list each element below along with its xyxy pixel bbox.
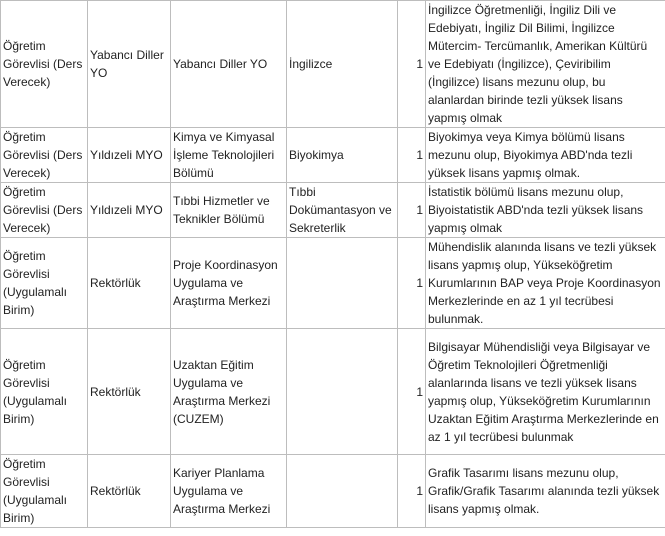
table-row — [1, 183, 665, 238]
department-cell: Kimya ve Kimyasal İşleme Teknolojileri Bölümü — [171, 128, 287, 183]
unit-cell: Yıldızeli MYO — [88, 128, 171, 183]
table-row — [1, 128, 665, 183]
requirement-cell: Grafik Tasarımı lisans mezunu olup, Grafik/Grafik Tasarımı alanında tezli yüksek lisans yapmış olmak. — [426, 455, 665, 528]
requirement-cell: Biyokimya veya Kimya bölümü lisans mezunu olup, Biyokimya ABD'nda tezli yüksek lisans yapmış olmak. — [426, 128, 665, 183]
field-cell — [287, 329, 398, 455]
department-cell: Yabancı Diller YO — [171, 1, 287, 128]
position-cell: Öğretim Görevlisi (Ders Verecek) — [1, 183, 88, 238]
position-cell: Öğretim Görevlisi (Ders Verecek) — [1, 128, 88, 183]
requirement-cell: İngilizce Öğretmenliği, İngiliz Dili ve Edebiyatı, İngiliz Dil Bilimi, İngilizce Mütercim- Tercümanlık, Amerikan Kültürü ve Edebiyatı (İngilizce), Çeviribilim (İngilizce) lisans mezunu olup, bu alanlardan birinde tezli yüksek lisans yapmış olmak — [426, 1, 665, 128]
position-cell: Öğretim Görevlisi (Ders Verecek) — [1, 1, 88, 128]
count-cell: 1 — [398, 183, 426, 238]
department-cell: Uzaktan Eğitim Uygulama ve Araştırma Merkezi (CUZEM) — [171, 329, 287, 455]
count-cell: 1 — [398, 455, 426, 528]
count-cell: 1 — [398, 1, 426, 128]
position-cell: Öğretim Görevlisi (Uygulamalı Birim) — [1, 329, 88, 455]
unit-cell: Rektörlük — [88, 238, 171, 329]
table-row — [1, 238, 665, 329]
field-cell — [287, 238, 398, 329]
count-cell: 1 — [398, 329, 426, 455]
requirement-cell: Bilgisayar Mühendisliği veya Bilgisayar ve Öğretim Teknolojileri Öğretmenliği alanlarında lisans ve tezli yüksek lisans yapmış olup, Yükseköğretim Kurumlarının Uzaktan Eğitim Araştırma Merkezlerinde en az 1 yıl tecrübesi bulunmak — [426, 329, 665, 455]
unit-cell: Yıldızeli MYO — [88, 183, 171, 238]
position-cell: Öğretim Görevlisi (Uygulamalı Birim) — [1, 455, 88, 528]
table-row — [1, 1, 665, 128]
position-cell: Öğretim Görevlisi (Uygulamalı Birim) — [1, 238, 88, 329]
department-cell: Tıbbi Hizmetler ve Teknikler Bölümü — [171, 183, 287, 238]
requirement-cell: Mühendislik alanında lisans ve tezli yüksek lisans yapmış olup, Yükseköğretim Kurumlarının BAP veya Proje Koordinasyon Merkezlerinde en az 1 yıl tecrübesi bulunmak. — [426, 238, 665, 329]
table-row — [1, 329, 665, 455]
department-cell: Proje Koordinasyon Uygulama ve Araştırma Merkezi — [171, 238, 287, 329]
department-cell: Kariyer Planlama Uygulama ve Araştırma Merkezi — [171, 455, 287, 528]
table-row — [1, 455, 665, 528]
unit-cell: Rektörlük — [88, 455, 171, 528]
field-cell: Tıbbi Dokümantasyon ve Sekreterlik — [287, 183, 398, 238]
count-cell: 1 — [398, 238, 426, 329]
field-cell: Biyokimya — [287, 128, 398, 183]
unit-cell: Yabancı Diller YO — [88, 1, 171, 128]
count-cell: 1 — [398, 128, 426, 183]
unit-cell: Rektörlük — [88, 329, 171, 455]
field-cell — [287, 455, 398, 528]
requirement-cell: İstatistik bölümü lisans mezunu olup, Biyoistatistik ABD'nda tezli yüksek lisans yapmış olmak — [426, 183, 665, 238]
field-cell: İngilizce — [287, 1, 398, 128]
